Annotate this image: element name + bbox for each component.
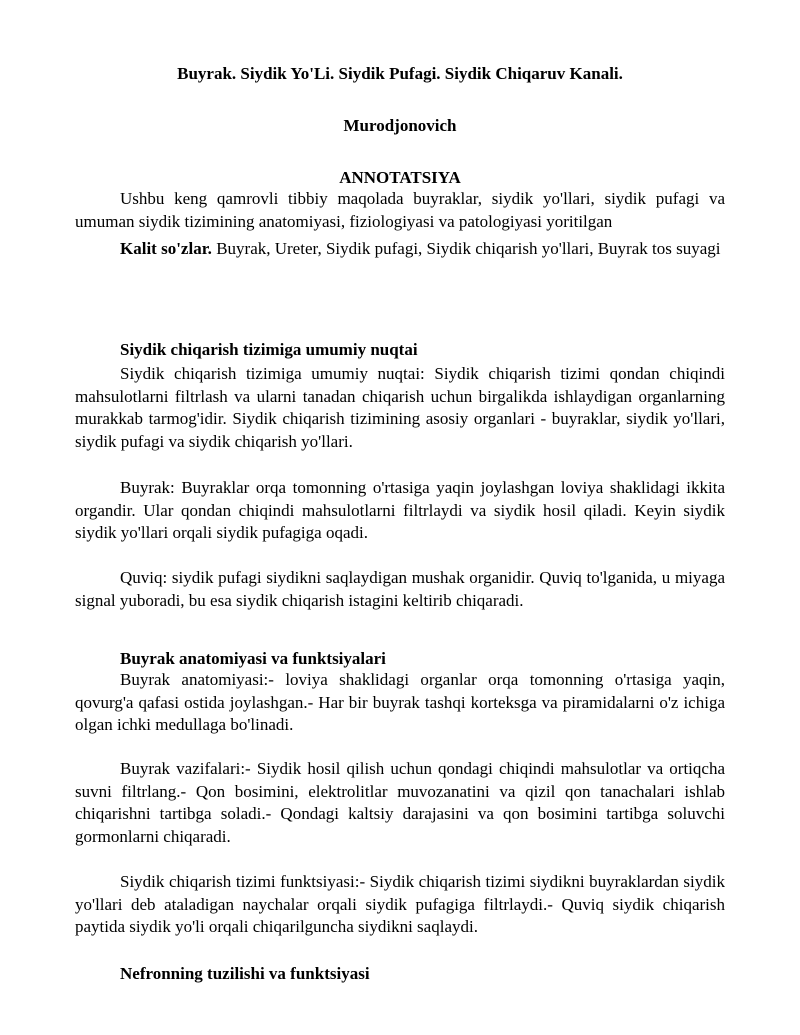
section-heading: Siydik chiqarish tizimiga umumiy nuqtai (120, 340, 418, 359)
document-title: Buyrak. Siydik Yo'Li. Siydik Pufagi. Siydik Chiqaruv Kanali. (177, 64, 623, 83)
paragraph-text: Buyrak: Buyraklar orqa tomonning o'rtasiga yaqin joylashgan loviya shaklidagi ikkita organdir. Ular qondan chiqindi mahsulotlarni filtrlaydi va siydik hosil qiladi. Keyin siydik siydik yo'llari orqali siydik pufagiga oqadi. (75, 478, 725, 542)
paragraph-text: Siydik chiqarish tizimi funktsiyasi:- Siydik chiqarish tizimi siydikni buyraklardan siydik yo'llari deb ataladigan naychalar orqali siydik pufagiga filtrlaydi.- Quviq siydik chiqarish paytida siydik yo'li orqali chiqarilguncha siydikni saqlaydi. (75, 872, 725, 936)
paragraph (75, 567, 725, 612)
paragraph-text: Buyrak vazifalari:- Siydik hosil qilish uchun qondagi chiqindi mahsulotlar va ortiqcha suvni filtrlang.- Qon bosimini, elektrolitlar muvozanatini va qizil qon tanachalari ishlab chiqarishni tartibga soladi.- Qondagi kaltsiy darajasini va qon bosimini tartibga soluvchi gormonlarni chiqaradi. (75, 759, 725, 846)
abstract-heading: ANNOTATSIYA (339, 168, 461, 187)
paragraph-text: Siydik chiqarish tizimiga umumiy nuqtai: Siydik chiqarish tizimi qondan chiqindi mahsulotlarni filtrlash va ularni tanadan chiqarish uchun birgalikda ishlaydigan organlarning murakkab tarmog'idir. Siydik chiqarish tizimining asosiy organlari - buyraklar, siydik yo'llari, siydik pufagi va siydik chiqarish yo'llari. (75, 364, 725, 451)
author-name: Murodjonovich (343, 116, 457, 135)
paragraph (75, 871, 725, 939)
section-heading: Nefronning tuzilishi va funktsiyasi (120, 964, 370, 983)
paragraph-text: Quviq: siydik pufagi siydikni saqlaydigan mushak organidir. Quviq to'lganida, u miyaga signal yuboradi, bu esa siydik chiqarish istagini keltirib chiqaradi. (75, 568, 725, 610)
section-heading: Buyrak anatomiyasi va funktsiyalari (120, 649, 386, 668)
abstract-text: Ushbu keng qamrovli tibbiy maqolada buyraklar, siydik yo'llari, siydik pufagi va umuman siydik tizimining anatomiyasi, fiziologiyasi va patologiyasi yoritilgan (75, 189, 725, 231)
paragraph (75, 669, 725, 737)
abstract-paragraph (75, 188, 725, 233)
paragraph-text: Buyrak anatomiyasi:- loviya shaklidagi organlar orqa tomonning o'rtasiga yaqin, qovurg'a qafasi ostida joylashgan.- Har bir buyrak tashqi korteksga va piramidalarni o'z ichiga olgan ichki medullaga bo'linadi. (75, 670, 725, 734)
paragraph (75, 477, 725, 545)
keywords-paragraph (75, 238, 725, 261)
paragraph (75, 758, 725, 848)
paragraph (75, 363, 725, 453)
keywords-label: Kalit so'zlar. (120, 239, 212, 258)
keywords-text: Buyrak, Ureter, Siydik pufagi, Siydik chiqarish yo'llari, Buyrak tos suyagi (211, 239, 721, 258)
